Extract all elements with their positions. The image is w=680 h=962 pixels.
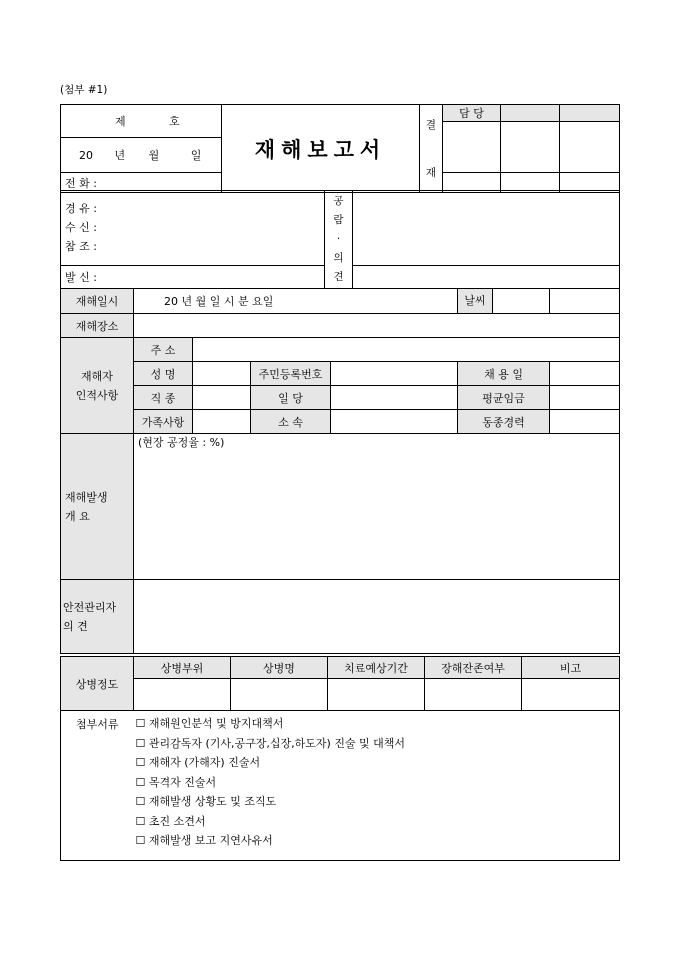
affiliation-label: 소 속 xyxy=(251,410,331,434)
victim-section-label xyxy=(61,338,134,434)
resident-no-label: 주민등록번호 xyxy=(251,362,331,386)
name-value[interactable] xyxy=(193,362,251,386)
accident-place-value[interactable] xyxy=(134,314,620,338)
documents-label: 첨부서류 xyxy=(61,710,134,860)
approval-label xyxy=(420,105,443,193)
job-type-value[interactable] xyxy=(193,386,251,410)
date-day: 일 xyxy=(190,149,202,162)
attachment-label: (첨부 #1) xyxy=(60,84,108,96)
injury-site-value[interactable] xyxy=(134,679,231,711)
family-label: 가족사항 xyxy=(134,410,193,434)
opinion-char-2: 람 xyxy=(333,214,344,226)
overview-label-2: 개 요 xyxy=(65,509,90,523)
opinion-cell[interactable] xyxy=(353,191,620,266)
injury-name-value[interactable] xyxy=(231,679,328,711)
safety-opinion-label xyxy=(61,580,134,654)
opinion-label xyxy=(325,191,353,289)
number-prefix: 제 xyxy=(115,115,126,128)
routing-table xyxy=(60,190,620,289)
via-label: 경 유 : xyxy=(65,202,97,215)
injury-col-name: 상병명 xyxy=(231,657,328,679)
family-value[interactable] xyxy=(193,410,251,434)
header-table xyxy=(60,104,620,193)
accident-datetime-label: 재해일시 xyxy=(61,289,134,314)
routing-cell[interactable] xyxy=(61,191,325,266)
safety-label-1: 안전관리자 xyxy=(63,600,117,614)
page-title: 재해보고서 xyxy=(222,105,420,193)
daily-wage-label: 일 당 xyxy=(251,386,331,410)
phone-label: 전 화 : xyxy=(65,176,97,190)
weather-cell[interactable] xyxy=(458,289,550,314)
daily-wage-value[interactable] xyxy=(331,386,458,410)
safety-label-2: 의 견 xyxy=(63,619,88,633)
doc-item-witness-statement[interactable]: ☐ 목격자 진술서 xyxy=(135,775,217,789)
sender-label: 발 신 : xyxy=(65,271,97,284)
doc-item-supervisor-statement[interactable]: ☐ 관리감독자 (기사,공구장,십장,하도자) 진술 및 대책서 xyxy=(135,736,406,750)
approval-sign-3[interactable] xyxy=(560,122,620,173)
injury-remarks-value[interactable] xyxy=(522,679,620,711)
progress-rate-text: (현장 공정율 : %) xyxy=(138,436,225,449)
doc-item-cause-analysis[interactable]: ☐ 재해원인분석 및 방지대책서 xyxy=(135,717,284,730)
overview-label-1: 재해발생 xyxy=(65,490,108,504)
weather-value[interactable] xyxy=(550,289,620,314)
approval-col-3 xyxy=(560,105,620,122)
avg-wage-label: 평균임금 xyxy=(458,386,550,410)
detail-table xyxy=(60,288,620,654)
hire-date-value[interactable] xyxy=(550,362,620,386)
victim-label-2: 인적사항 xyxy=(75,388,119,402)
injury-col-site: 상병부위 xyxy=(134,657,231,679)
experience-label: 동종경력 xyxy=(458,410,550,434)
approval-sign-1[interactable] xyxy=(443,122,501,173)
injury-col-disability: 장해잔존여부 xyxy=(425,657,522,679)
opinion-char-3: · xyxy=(336,233,341,245)
opinion-char-4: 의 xyxy=(333,252,344,264)
opinion-char-5: 견 xyxy=(333,271,344,283)
experience-value[interactable] xyxy=(550,410,620,434)
resident-no-value[interactable] xyxy=(331,362,458,386)
safety-opinion-value[interactable] xyxy=(134,580,620,654)
approval-sign-2[interactable] xyxy=(501,122,560,173)
opinion-cell-lower[interactable] xyxy=(353,266,620,289)
injury-table xyxy=(60,656,620,711)
report-number-cell xyxy=(61,105,222,138)
opinion-char-1: 공 xyxy=(333,195,344,207)
approval-col-2 xyxy=(501,105,560,122)
overview-value[interactable] xyxy=(134,434,620,580)
hire-date-label: 채 용 일 xyxy=(458,362,550,386)
affiliation-value[interactable] xyxy=(331,410,458,434)
approval-label-top: 결 xyxy=(425,118,437,131)
doc-item-situation-diagram[interactable]: ☐ 재해발생 상황도 및 조직도 xyxy=(135,795,277,808)
injury-col-remarks: 비고 xyxy=(522,657,620,679)
accident-datetime-value[interactable]: 20 년 월 일 시 분 요일 xyxy=(134,289,458,314)
victim-label-1: 재해자 xyxy=(81,369,113,383)
weather-label: 날씨 xyxy=(458,289,493,313)
date-month: 월 xyxy=(148,149,160,162)
approval-label-bottom: 재 xyxy=(425,166,437,179)
name-label: 성 명 xyxy=(134,362,193,386)
recipient-label: 수 신 : xyxy=(65,221,97,234)
doc-item-victim-statement[interactable]: ☐ 재해자 (가해자) 진술서 xyxy=(135,756,261,769)
documents-table xyxy=(60,710,620,861)
address-value[interactable] xyxy=(193,338,620,362)
date-year: 20 xyxy=(79,149,93,162)
avg-wage-value[interactable] xyxy=(550,386,620,410)
date-year-unit: 년 xyxy=(114,149,126,162)
injury-period-value[interactable] xyxy=(328,679,425,711)
reference-label: 참 조 : xyxy=(65,240,97,253)
number-suffix: 호 xyxy=(169,115,180,128)
doc-item-delay-reason[interactable]: ☐ 재해발생 보고 지연사유서 xyxy=(135,834,273,847)
injury-label: 상병정도 xyxy=(61,657,134,711)
report-date-cell xyxy=(61,138,222,173)
job-type-label: 직 종 xyxy=(134,386,193,410)
accident-place-label: 재해장소 xyxy=(61,314,134,338)
injury-col-period: 치료예상기간 xyxy=(328,657,425,679)
injury-disability-value[interactable] xyxy=(425,679,522,711)
overview-label xyxy=(61,434,134,580)
approval-col-manager: 담 당 xyxy=(443,105,501,122)
doc-item-initial-diagnosis[interactable]: ☐ 초진 소견서 xyxy=(135,814,206,828)
address-label: 주 소 xyxy=(134,338,193,362)
sender-cell[interactable] xyxy=(61,266,325,289)
documents-list xyxy=(134,710,620,860)
